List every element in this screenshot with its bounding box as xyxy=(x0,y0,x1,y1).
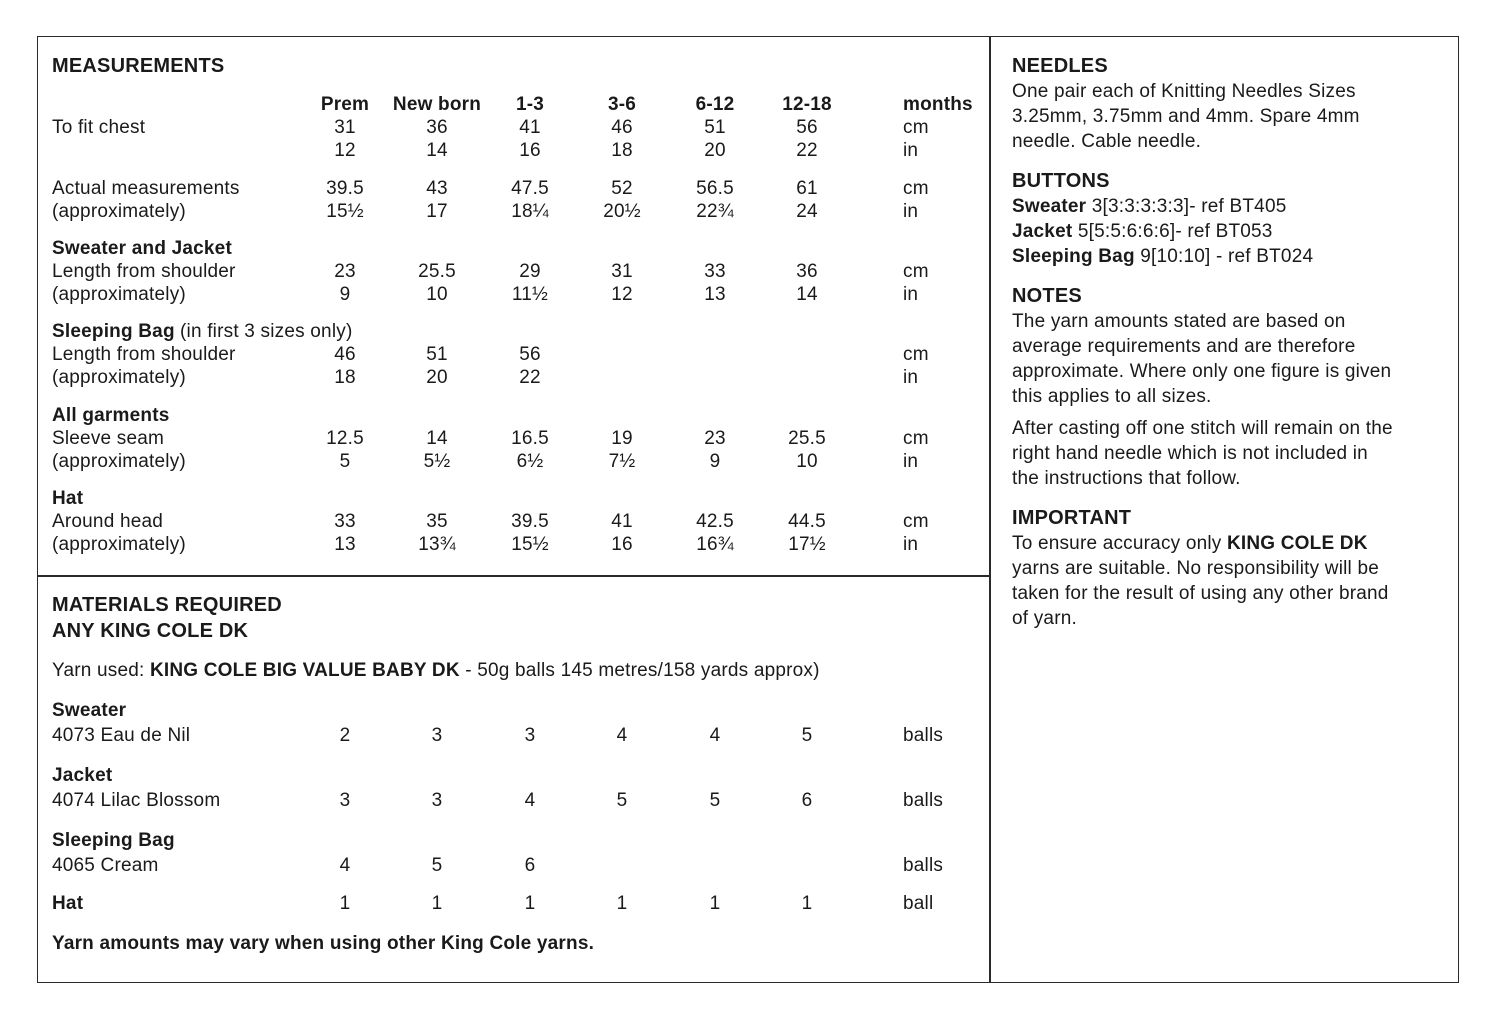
measurement-unit: cm xyxy=(903,344,929,365)
important-text: taken for the result of using any other brand xyxy=(1012,583,1389,604)
buttons-heading: BUTTONS xyxy=(1012,170,1110,192)
measurement-value: 56.5 xyxy=(696,178,734,199)
notes-heading: NOTES xyxy=(1012,285,1082,307)
needles-text: needle. Cable needle. xyxy=(1012,131,1202,152)
needles-text: 3.25mm, 3.75mm and 4mm. Spare 4mm xyxy=(1012,106,1360,127)
measurement-group-title: Sleeping Bag xyxy=(52,321,175,342)
material-quantity: 5 xyxy=(709,790,721,811)
material-item-name: Jacket xyxy=(52,765,113,786)
measurement-label: (approximately) xyxy=(52,451,186,472)
material-quantity: 6 xyxy=(524,855,536,876)
needles-text: One pair each of Knitting Needles Sizes xyxy=(1012,81,1356,102)
measurement-group-title: Sweater and Jacket xyxy=(52,238,232,259)
material-quantity: 1 xyxy=(616,893,628,914)
button-garment-name: Sleeping Bag xyxy=(1012,246,1135,267)
measurement-value: 61 xyxy=(796,178,818,199)
material-quantity: 2 xyxy=(339,725,351,746)
materials-heading: MATERIALS REQUIRED xyxy=(52,594,282,616)
measurement-group-title: Hat xyxy=(52,488,84,509)
material-unit: ball xyxy=(903,893,934,914)
measurement-value: 16 xyxy=(611,534,633,555)
material-quantity: 1 xyxy=(709,893,721,914)
measurement-value: 14 xyxy=(426,428,448,449)
material-unit: balls xyxy=(903,855,944,876)
material-quantity: 1 xyxy=(524,893,536,914)
measurement-value: 9 xyxy=(339,284,351,305)
measurement-value: 5 xyxy=(339,451,351,472)
measurement-value: 46 xyxy=(611,117,633,138)
measurement-value: 31 xyxy=(611,261,633,282)
measurement-value: 51 xyxy=(704,117,726,138)
measurement-value: 36 xyxy=(426,117,448,138)
measurement-label: Length from shoulder xyxy=(52,261,236,282)
measurement-value: 31 xyxy=(334,117,356,138)
measurement-value: 12.5 xyxy=(326,428,364,449)
measurement-value: 14 xyxy=(796,284,818,305)
measurement-unit: in xyxy=(903,140,919,161)
measurement-value: 39.5 xyxy=(511,511,549,532)
measurement-value: 11½ xyxy=(511,284,549,305)
important-brand: KING COLE DK xyxy=(1226,533,1368,554)
measurement-value: 25.5 xyxy=(788,428,826,449)
material-quantity: 4 xyxy=(616,725,628,746)
material-item-name: Sweater xyxy=(52,700,127,721)
measurement-value: 35 xyxy=(426,511,448,532)
measurement-label: (approximately) xyxy=(52,284,186,305)
sleeping-bag-size-note: (in first 3 sizes only) xyxy=(180,321,353,342)
measurement-label: Sleeve seam xyxy=(52,428,165,449)
size-header: 1-3 xyxy=(515,94,545,115)
vertical-divider xyxy=(989,37,991,982)
material-quantity: 5 xyxy=(616,790,628,811)
measurement-label: To fit chest xyxy=(52,117,146,138)
measurement-unit: cm xyxy=(903,261,929,282)
measurement-value: 16.5 xyxy=(511,428,549,449)
material-item-name: Hat xyxy=(52,893,84,914)
measurement-value: 13¾ xyxy=(418,534,456,555)
measurement-value: 15½ xyxy=(326,201,364,222)
measurement-unit: in xyxy=(903,451,919,472)
measurement-value: 9 xyxy=(709,451,721,472)
measurement-unit: cm xyxy=(903,511,929,532)
measurement-unit: in xyxy=(903,367,919,388)
measurement-value: 44.5 xyxy=(788,511,826,532)
size-header: 6-12 xyxy=(695,94,735,115)
material-quantity: 3 xyxy=(431,725,443,746)
material-quantity: 1 xyxy=(431,893,443,914)
measurement-label: Around head xyxy=(52,511,164,532)
measurement-value: 12 xyxy=(611,284,633,305)
size-header: 12-18 xyxy=(782,94,832,115)
material-unit: balls xyxy=(903,725,944,746)
measurements-heading: MEASUREMENTS xyxy=(52,55,225,77)
material-quantity: 3 xyxy=(339,790,351,811)
size-header: 3-6 xyxy=(607,94,637,115)
material-quantity: 3 xyxy=(431,790,443,811)
horizontal-divider xyxy=(38,575,989,577)
size-header: New born xyxy=(392,94,482,115)
measurement-label: Length from shoulder xyxy=(52,344,236,365)
measurement-value: 43 xyxy=(426,178,448,199)
measurement-value: 23 xyxy=(704,428,726,449)
important-text: of yarn. xyxy=(1012,608,1077,629)
measurement-value: 23 xyxy=(334,261,356,282)
measurement-value: 17½ xyxy=(788,534,826,555)
measurement-value: 41 xyxy=(611,511,633,532)
button-spec-line xyxy=(1012,220,1273,243)
measurement-value: 19 xyxy=(611,428,633,449)
notes-text: approximate. Where only one figure is given xyxy=(1012,361,1392,382)
measurement-value: 51 xyxy=(426,344,448,365)
material-quantity: 4 xyxy=(709,725,721,746)
measurement-value: 22 xyxy=(796,140,818,161)
measurement-value: 46 xyxy=(334,344,356,365)
measurement-group-title: All garments xyxy=(52,405,170,426)
measurement-unit: cm xyxy=(903,117,929,138)
measurement-value: 5½ xyxy=(423,451,451,472)
notes-text: right hand needle which is not included in xyxy=(1012,443,1368,464)
measurement-value: 18¼ xyxy=(511,201,549,222)
material-quantity: 1 xyxy=(339,893,351,914)
measurement-value: 10 xyxy=(796,451,818,472)
measurement-value: 14 xyxy=(426,140,448,161)
measurement-value: 41 xyxy=(519,117,541,138)
yarn-used-line xyxy=(52,659,820,682)
material-quantity: 4 xyxy=(339,855,351,876)
measurement-value: 16¾ xyxy=(696,534,734,555)
measurement-value: 16 xyxy=(519,140,541,161)
button-garment-name: Sweater xyxy=(1012,196,1087,217)
unit-header: months xyxy=(903,94,973,115)
button-spec-detail: 3[3:3:3:3:3]- ref BT405 xyxy=(1086,196,1287,217)
measurement-value: 25.5 xyxy=(418,261,456,282)
material-shade: 4074 Lilac Blossom xyxy=(52,790,221,811)
measurement-value: 12 xyxy=(334,140,356,161)
measurement-value: 42.5 xyxy=(696,511,734,532)
material-quantity: 5 xyxy=(431,855,443,876)
button-spec-detail: 5[5:5:6:6:6]- ref BT053 xyxy=(1072,221,1273,242)
measurement-unit: cm xyxy=(903,178,929,199)
notes-text: The yarn amounts stated are based on xyxy=(1012,311,1346,332)
yarn-used-prefix: Yarn used: xyxy=(52,660,150,681)
measurement-value: 17 xyxy=(426,201,448,222)
yarn-name: KING COLE BIG VALUE BABY DK xyxy=(149,660,460,681)
measurement-value: 18 xyxy=(611,140,633,161)
material-quantity: 5 xyxy=(801,725,813,746)
button-spec-detail: 9[10:10] - ref BT024 xyxy=(1134,246,1314,267)
important-text: yarns are suitable. No responsibility will be xyxy=(1012,558,1379,579)
measurement-value: 52 xyxy=(611,178,633,199)
material-unit: balls xyxy=(903,790,944,811)
measurement-label: Actual measurements xyxy=(52,178,240,199)
measurement-value: 24 xyxy=(796,201,818,222)
measurement-value: 18 xyxy=(334,367,356,388)
material-shade: 4073 Eau de Nil xyxy=(52,725,191,746)
measurement-value: 39.5 xyxy=(326,178,364,199)
button-spec-line xyxy=(1012,195,1286,218)
measurement-label: (approximately) xyxy=(52,534,186,555)
measurement-value: 15½ xyxy=(511,534,549,555)
measurement-value: 29 xyxy=(519,261,541,282)
notes-text: this applies to all sizes. xyxy=(1012,386,1212,407)
needles-heading: NEEDLES xyxy=(1012,55,1108,77)
measurement-value: 20 xyxy=(704,140,726,161)
material-quantity: 4 xyxy=(524,790,536,811)
measurement-label: (approximately) xyxy=(52,367,186,388)
measurement-value: 20½ xyxy=(603,201,641,222)
important-line xyxy=(1012,532,1368,555)
measurement-value: 13 xyxy=(704,284,726,305)
measurement-value: 33 xyxy=(334,511,356,532)
yarn-details: - 50g balls 145 metres/158 yards approx) xyxy=(459,660,820,681)
material-quantity: 3 xyxy=(524,725,536,746)
measurement-value: 6½ xyxy=(516,451,544,472)
measurement-value: 22 xyxy=(519,367,541,388)
material-quantity: 6 xyxy=(801,790,813,811)
measurement-value: 36 xyxy=(796,261,818,282)
measurement-unit: in xyxy=(903,534,919,555)
important-heading: IMPORTANT xyxy=(1012,507,1132,529)
measurement-value: 47.5 xyxy=(511,178,549,199)
material-item-name: Sleeping Bag xyxy=(52,830,175,851)
measurement-value: 7½ xyxy=(608,451,636,472)
measurement-value: 33 xyxy=(704,261,726,282)
measurement-unit: cm xyxy=(903,428,929,449)
notes-text: the instructions that follow. xyxy=(1012,468,1241,489)
button-spec-line xyxy=(1012,245,1313,268)
button-garment-name: Jacket xyxy=(1012,221,1073,242)
measurement-unit: in xyxy=(903,201,919,222)
measurement-value: 10 xyxy=(426,284,448,305)
measurement-label: (approximately) xyxy=(52,201,186,222)
measurement-value: 20 xyxy=(426,367,448,388)
measurement-value: 56 xyxy=(519,344,541,365)
material-shade: 4065 Cream xyxy=(52,855,159,876)
size-header: Prem xyxy=(320,94,370,115)
material-quantity: 1 xyxy=(801,893,813,914)
important-prefix: To ensure accuracy only xyxy=(1012,533,1227,554)
measurement-value: 13 xyxy=(334,534,356,555)
materials-footer-note: Yarn amounts may vary when using other King Cole yarns. xyxy=(52,933,595,954)
measurement-value: 22¾ xyxy=(696,201,734,222)
measurement-unit: in xyxy=(903,284,919,305)
measurement-value: 56 xyxy=(796,117,818,138)
notes-text: After casting off one stitch will remain on the xyxy=(1012,418,1393,439)
materials-subheading: ANY KING COLE DK xyxy=(52,620,249,642)
notes-text: average requirements and are therefore xyxy=(1012,336,1356,357)
